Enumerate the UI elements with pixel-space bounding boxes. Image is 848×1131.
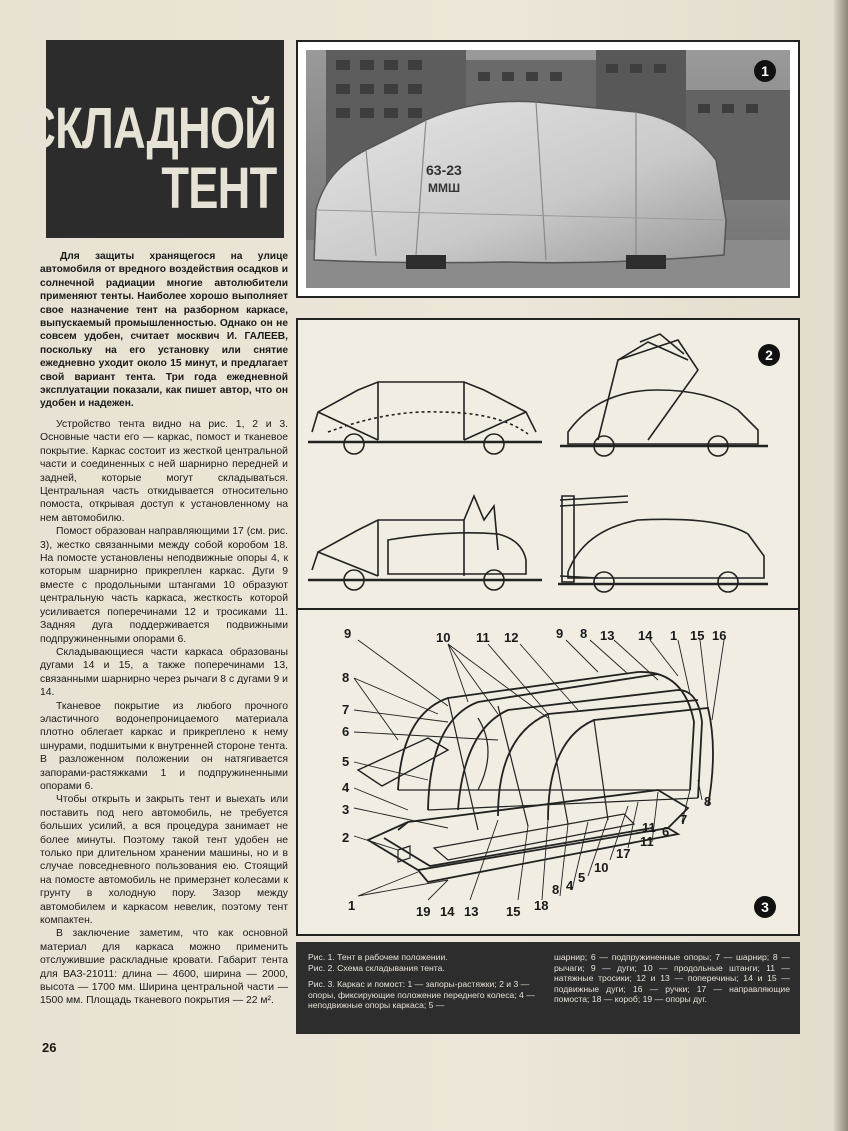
label-bottom-6: 8 (552, 882, 560, 897)
tent-plate-code: ММШ (428, 181, 461, 195)
title-line-1: СКЛАДНОЙ (23, 96, 276, 161)
label-left-3: 6 (342, 724, 350, 739)
figure-3 (296, 608, 800, 936)
label-bottom-7: 4 (566, 878, 574, 893)
label-bottom-3: 13 (464, 904, 479, 919)
body-paragraph-6: В заключение заметим, что как основной материал для каркаса можно применить отслужившие раскладные кровати. Габарит тента для ВАЗ-21011: длина — 4600, ширина — 2000, высота — 1700 мм. Ширина центральной части — 1500 мм. Площадь тканевого покрытия — 22 м². (40, 928, 288, 1007)
label-left-6: 3 (342, 802, 350, 817)
body-paragraph-3: Складывающиеся части каркаса образованы дугами 14 и 15, а также поперечинами 13, связанными шарнирно через рычаги 8 с дугами 9 и 14. (40, 646, 288, 699)
label-left-7: 2 (342, 830, 350, 845)
label-top-4: 12 (504, 630, 519, 645)
title-line-2: ТЕНТ (160, 156, 276, 221)
title-block (23, 40, 284, 238)
figure-captions (296, 942, 800, 1034)
body-paragraph-1: Устройство тента видно на рис. 1, 2 и 3. Основные части его — каркас, помост и тканевое покрытие. Каркас состоит из жесткой центральной части и соединенных с ней шарнирно передней и задней, которые могут складываться. Центральная часть откидывается относительно помоста, открывая доступ к установленному на нем автомобилю. (40, 419, 288, 524)
label-top-7: 13 (600, 628, 615, 643)
label-bottom-2: 14 (440, 904, 455, 919)
label-top-11: 16 (712, 628, 727, 643)
page-edge (834, 0, 848, 1131)
body-paragraph-2: Помост образован направляющими 17 (см. рис. 3), жестко связанными между собой коробом 18. На помосте установлены неподвижные опоры 4, к которым шарнирно прикреплен каркас. Дуги 9 вместе с продольными штангами 10 образуют центральную часть каркаса, жесткость которой усиливается поперечинами 12 и тросиками 11. Задняя дуга поддерживается подвижными подпружиненными опорами 6. (40, 526, 288, 645)
caption-column-1 (308, 952, 546, 1011)
label-left-5: 4 (342, 780, 350, 795)
label-bottom-4: 15 (506, 904, 521, 919)
label-bottom-1: 19 (416, 904, 431, 919)
figure-1-badge: 1 (754, 60, 776, 82)
label-top-10: 15 (690, 628, 705, 643)
body-paragraph-4: Тканевое покрытие из любого прочного эластичного водонепроницаемого материала плотно облегает каркас и прикреплено к нему шнурами, подшитыми к внутренней стороне тента. В разложенном положении он натягивается запорами-растяжками 1 и подпружиненными опорами 6. (40, 700, 288, 792)
caption-column-2: шарнир; 6 — подпружиненные опоры; 7 — шарнир; 8 — рычаги; 9 — дуги; 10 — продольные штанги; 11 — натяжные тросики; 12 и 13 — поперечины; 14 и 15 — подвижные дуги; 16 — ручки; 17 — направляющие помоста; 18 — короб; 19 — опоры дуг. (554, 952, 790, 1005)
figure-1 (296, 40, 800, 298)
label-top-6: 8 (580, 626, 588, 641)
label-right-4: 11 (642, 820, 656, 835)
label-bottom-9: 10 (594, 860, 609, 875)
body-paragraph-5: Чтобы открыть и закрыть тент и выехать или поставить под него автомобиль, не требуется больших усилий, а вся процедура занимает не более минуты. Поэтому такой тент удобен не только при длительном хранении машины, но и в случае повседневного пользования ею. Стоящий на помосте автомобиль не примерзнет колесами к грунту в холодную пору. Зазор между автомобилем и каркасом невелик, поэтому тент компактен. (40, 794, 288, 927)
figure-2-badge: 2 (758, 344, 780, 366)
tent-photo (306, 50, 790, 288)
label-bottom-11: 11 (640, 834, 654, 849)
tent-plate-number: 63-23 (426, 162, 462, 178)
label-left-8: 1 (348, 898, 356, 913)
lead-paragraph: Для защиты хранящегося на улице автомобиля от вредного воздействия осадков и солнечной радиации многие автолюбители применяют тенты. Наиболее хорошо выполняет свое назначение тент на разборном каркасе, выпускаемый промышленностью. Однако он не совсем удобен, считает москвич И. ГАЛЕЕВ, поскольку на его установку или снятие ежедневно уходит около 15 минут, и предлагает свой вариант тента. Три года ежедневной эксплуатации показали, как пишет автор, что он удобен и надежен. (40, 251, 288, 410)
label-right-2: 7 (680, 812, 688, 827)
label-top-9: 1 (670, 628, 678, 643)
label-right-3: 6 (662, 824, 670, 839)
article-body (40, 418, 288, 1008)
label-top-1: 9 (344, 626, 352, 641)
label-bottom-8: 5 (578, 870, 586, 885)
label-left-4: 5 (342, 754, 350, 769)
label-bottom-5: 18 (534, 898, 549, 913)
figure-3-badge: 3 (754, 896, 776, 918)
frame-platform-illustration (298, 610, 798, 934)
page-number: 26 (42, 1040, 57, 1055)
figure-2 (296, 318, 800, 610)
caption-fig-3: Рис. 3. Каркас и помост: 1 — запоры-растяжки; 2 и 3 — опоры, фиксирующие положение переднего колеса; 4 — неподвижные опоры каркаса; 5 — (308, 979, 535, 1011)
label-bottom-10: 17 (616, 846, 631, 861)
caption-fig-1: Рис. 1. Тент в рабочем положении. (308, 952, 448, 962)
label-top-3: 11 (476, 630, 490, 645)
label-right-1: 8 (704, 794, 712, 809)
label-left-2: 7 (342, 702, 350, 717)
label-top-5: 9 (556, 626, 564, 641)
label-left-1: 8 (342, 670, 350, 685)
tent-photo-illustration (306, 50, 790, 288)
label-top-2: 10 (436, 630, 451, 645)
caption-fig-2: Рис. 2. Схема складывания тента. (308, 962, 445, 973)
label-top-8: 14 (638, 628, 653, 643)
folding-scheme-illustration (298, 320, 798, 610)
